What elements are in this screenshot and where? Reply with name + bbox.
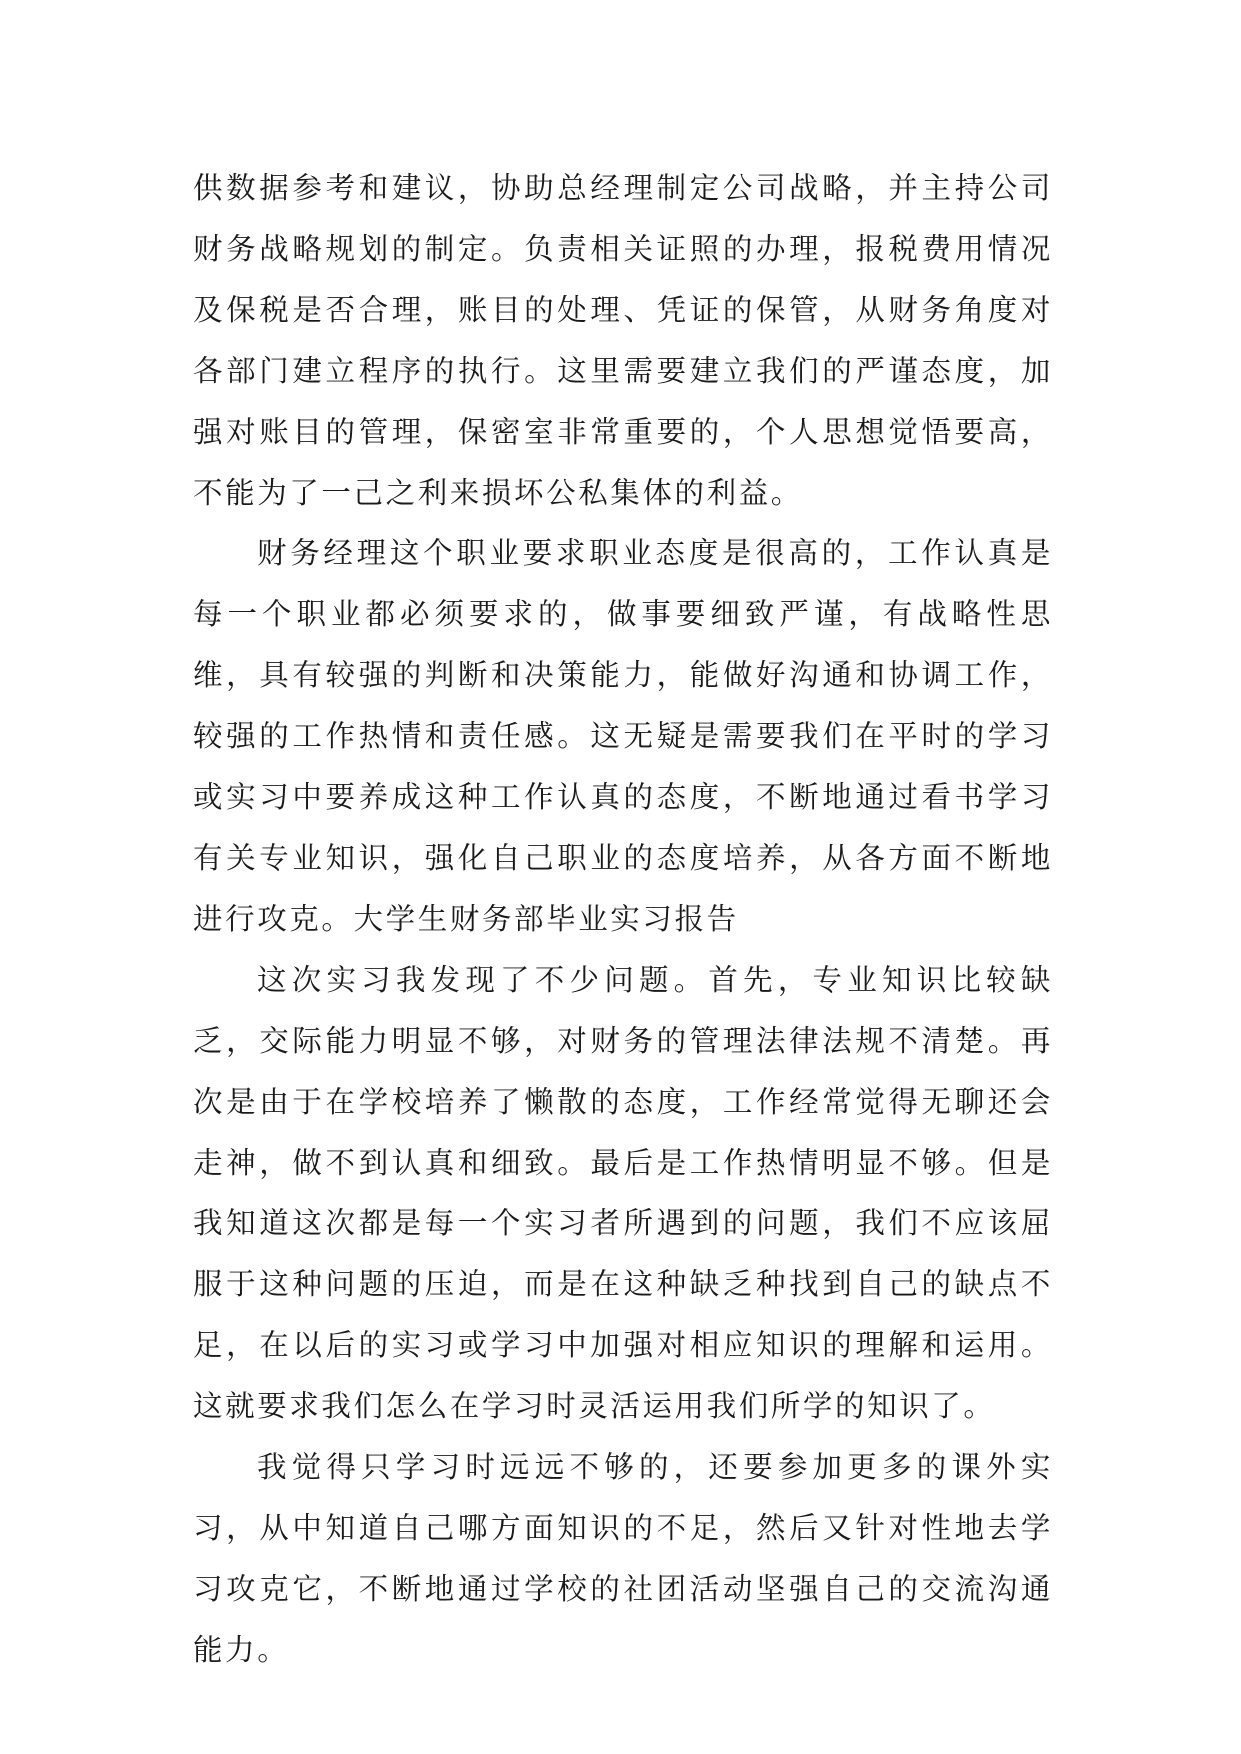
paragraph-4: 我觉得只学习时远远不够的，还要参加更多的课外实习，从中知道自己哪方面知识的不足，然后又针对性地去学习攻克它，不断地通过学校的社团活动坚强自己的交流沟通能力。 [193,1450,1053,1667]
paragraph-3: 这次实习我发现了不少问题。首先，专业知识比较缺乏，交际能力明显不够，对财务的管理法律法规不清楚。再次是由于在学校培养了懒散的态度，工作经常觉得无聊还会走神，做不到认真和细致。最后是工作热情明显不够。但是我知道这次都是每一个实习者所遇到的问题，我们不应该屈服于这种问题的压迫，而是在这种缺乏种找到自己的缺点不足，在以后的实习或学习中加强对相应知识的理解和运用。这就要求我们怎么在学习时灵活运用我们所学的知识了。 [193,962,1053,1424]
document-body [193,158,1053,1681]
paragraph-1: 供数据参考和建议，协助总经理制定公司战略，并主持公司财务战略规划的制定。负责相关证照的办理，报税费用情况及保税是否合理，账目的处理、凭证的保管，从财务角度对各部门建立程序的执行。这里需要建立我们的严谨态度，加强对账目的管理，保密室非常重要的，个人思想觉悟要高，不能为了一己之利来损坏公私集体的利益。 [193,171,1053,510]
paragraph-2: 财务经理这个职业要求职业态度是很高的，工作认真是每一个职业都必须要求的，做事要细致严谨，有战略性思维，具有较强的判断和决策能力，能做好沟通和协调工作，较强的工作热情和责任感。这无疑是需要我们在平时的学习或实习中要养成这种工作认真的态度，不断地通过看书学习有关专业知识，强化自己职业的态度培养，从各方面不断地进行攻克。大学生财务部毕业实习报告 [193,536,1053,936]
